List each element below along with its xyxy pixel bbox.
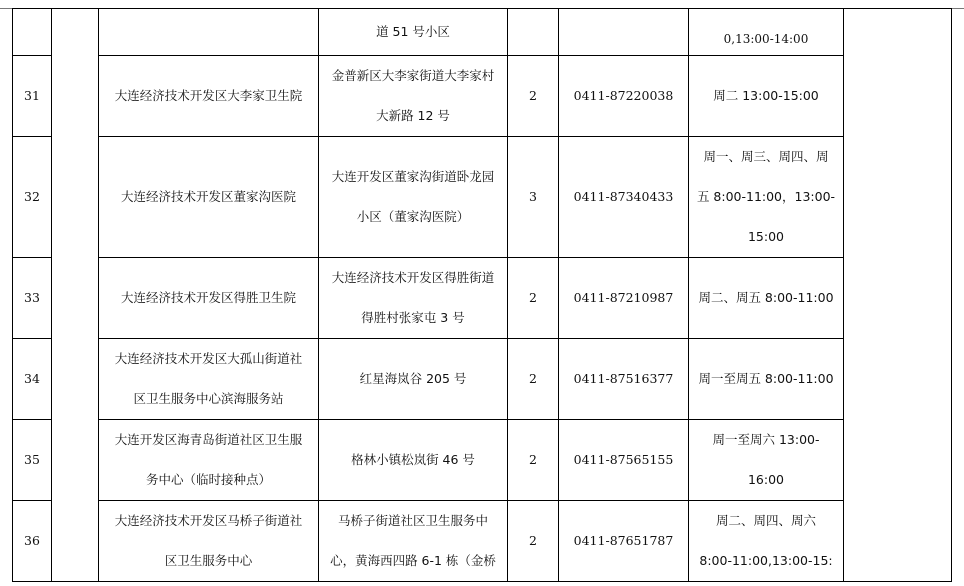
address-line: 红星海岚谷 205 号 [359,371,467,386]
address-line: 心，黄海西四路 6-1 栋（金桥 [330,553,496,568]
cell-count: 2 [508,501,559,582]
cell-address [319,258,508,339]
address-line: 大新路 12 号 [376,108,450,123]
time-line: 周二、周五 8:00-11:00 [698,290,834,305]
time-line: 周二、周四、周六 [715,513,816,528]
name-line: 大连经济技术开发区董家沟医院 [120,189,296,204]
name-line: 大连经济技术开发区大孤山街道社 [114,351,303,366]
cell-name [99,339,319,420]
cell-address [319,137,508,258]
address-line: 大连经济技术开发区得胜街道 [331,270,495,285]
time-line: 0,13:00-14:00 [723,32,809,46]
cell-district [52,9,99,582]
table-row-continuation [13,9,952,56]
name-line: 大连开发区海青岛街道社区卫生服 [114,432,303,447]
cell-number: 31 [13,56,52,137]
cell-phone: 0411-87565155 [559,420,689,501]
name-line: 区卫生服务中心 [164,553,253,568]
cell-name [99,258,319,339]
cell-number: 33 [13,258,52,339]
cell-time [689,420,844,501]
cell-time [689,501,844,582]
cell-phone: 0411-87651787 [559,501,689,582]
table-row [13,137,952,258]
cell-count: 2 [508,56,559,137]
table-row [13,258,952,339]
name-line: 大连经济技术开发区大李家卫生院 [114,88,303,103]
table-row [13,339,952,420]
page-right-rule [951,8,952,582]
time-line: 周一至周六 13:00- [712,432,820,447]
cell-phone: 0411-87210987 [559,258,689,339]
name-line: 大连经济技术开发区马桥子街道社 [114,513,303,528]
cell-time [689,9,844,56]
address-line: 小区（董家沟医院） [356,209,470,224]
cell-name [99,137,319,258]
name-line: 大连经济技术开发区得胜卫生院 [120,290,296,305]
cell-name [99,501,319,582]
time-line: 周一、周三、周四、周 [703,149,829,164]
cell-address [319,501,508,582]
table-row [13,501,952,582]
time-line: 五 8:00-11:00，13:00- [696,189,836,204]
name-line: 务中心（临时接种点） [145,472,271,487]
cell-phone: 0411-87340433 [559,137,689,258]
time-line: 16:00 [747,472,785,487]
cell-address [319,56,508,137]
cell-time [689,137,844,258]
cell-number: 36 [13,501,52,582]
time-line: 周二 13:00-15:00 [713,88,819,103]
cell-address [319,420,508,501]
cell-name [99,9,319,56]
cell-count: 2 [508,339,559,420]
address-line: 格林小镇松岚街 46 号 [351,452,475,467]
cell-name [99,420,319,501]
cell-name [99,56,319,137]
table-row [13,420,952,501]
cell-number [13,9,52,56]
time-line: 15:00 [747,229,785,244]
cell-phone [559,9,689,56]
name-line: 区卫生服务中心滨海服务站 [133,391,284,406]
address-line: 大连开发区董家沟街道卧龙园 [331,169,495,184]
address-line: 得胜村张家屯 3 号 [361,310,465,325]
cell-phone: 0411-87220038 [559,56,689,137]
address-line: 道 51 号小区 [376,24,450,39]
time-line: 周一至周五 8:00-11:00 [698,371,834,386]
address-line: 马桥子街道社区卫生服务中 [337,513,488,528]
cell-address [319,339,508,420]
table-row [13,56,952,137]
clinic-table [12,8,952,582]
cell-count: 2 [508,420,559,501]
cell-number: 32 [13,137,52,258]
cell-time [689,56,844,137]
cell-count: 2 [508,258,559,339]
cell-number: 35 [13,420,52,501]
cell-count [508,9,559,56]
cell-phone: 0411-87516377 [559,339,689,420]
cell-time [689,258,844,339]
address-line: 金普新区大李家街道大李家村 [331,68,495,83]
cell-remarks [844,9,952,582]
cell-count: 3 [508,137,559,258]
cell-number: 34 [13,339,52,420]
cell-address [319,9,508,56]
time-line: 8:00-11:00,13:00-15: [699,553,833,568]
cell-time [689,339,844,420]
